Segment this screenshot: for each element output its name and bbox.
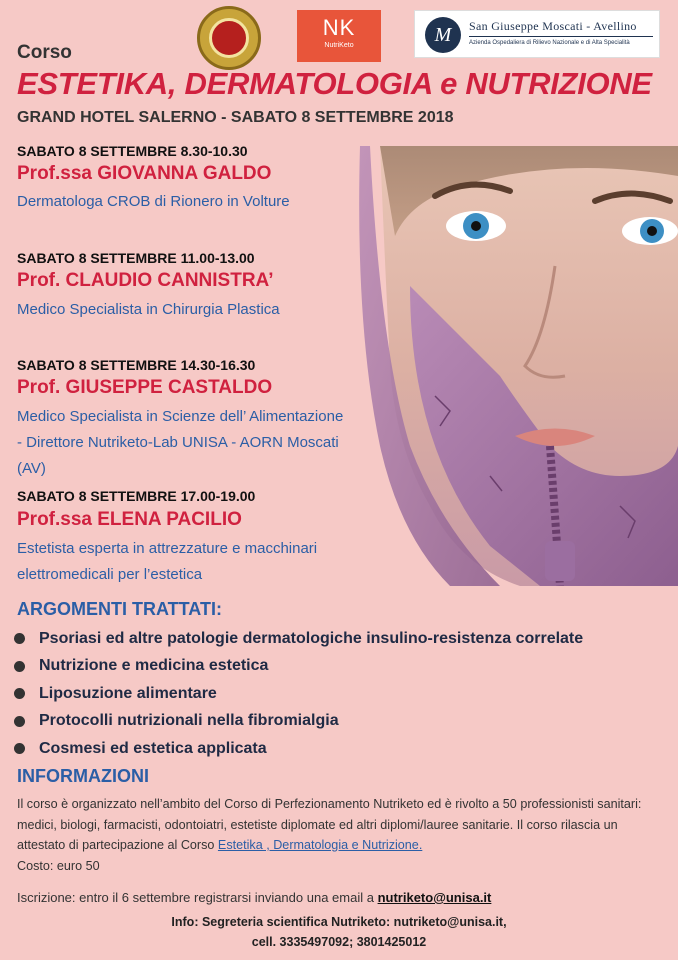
cost-text: Costo: euro 50	[17, 858, 100, 873]
registration-email-link[interactable]: nutriketo@unisa.it	[377, 890, 492, 905]
nk-logo-mark: NK	[322, 15, 356, 40]
info-text: Il corso è organizzato nell’ambito del Corso di Perfezionamento Nutriketo ed è rivolto a 50 professionisti sanitari: medici, biologi, farmacisti, odontoiatri, estetiste diplomate ed altri diplomi/lauree sanitarie. Il corso rilascia un attestato di partecipazione al Corso	[17, 797, 642, 852]
footer-contact: Info: Segreteria scientifica Nutriketo: nutriketo@unisa.it,	[171, 915, 507, 929]
page-title: ESTETIKA, DERMATOLOGIA e NUTRIZIONE	[17, 66, 652, 101]
info-heading: INFORMAZIONI	[17, 766, 149, 786]
bullet-icon	[14, 743, 25, 754]
university-seal-logo	[197, 6, 261, 70]
footer-phone: cell. 3335497092; 3801425012	[251, 935, 427, 949]
session-4-role: Estetista esperta in attrezzature e macchinari elettromedicali per l’estetica	[17, 540, 318, 583]
nutriketo-logo	[297, 10, 381, 62]
session-2-speaker: Prof. CLAUDIO CANNISTRA’	[17, 270, 274, 291]
list-item: Cosmesi ed estetica applicata	[14, 735, 583, 763]
session-3-speaker: Prof. GIUSEPPE CASTALDO	[17, 377, 273, 398]
topics-list	[14, 625, 583, 763]
session-2-role: Medico Specialista in Chirurgia Plastica	[17, 301, 280, 318]
topics-heading: ARGOMENTI TRATTATI:	[17, 599, 222, 619]
list-item: Nutrizione e medicina estetica	[14, 653, 583, 681]
session-4-speaker: Prof.ssa ELENA PACILIO	[17, 509, 242, 530]
course-link[interactable]: Estetika , Dermatologia e Nutrizione.	[217, 838, 423, 852]
event-subtitle: GRAND HOTEL SALERNO - SABATO 8 SETTEMBRE 2018	[17, 109, 454, 126]
hospital-desc: Azienda Ospedaliera di Rilievo Nazionale e di Alta Specialità	[469, 40, 630, 46]
nk-logo-sub: NutriKeto	[324, 42, 354, 49]
face-zipper-image	[340, 146, 678, 586]
session-1-time: SABATO 8 SETTEMBRE 8.30-10.30	[17, 143, 248, 159]
session-1-role: Dermatologa CROB di Rionero in Volture	[17, 193, 290, 210]
hospital-name: San Giuseppe Moscati - Avellino	[469, 19, 637, 33]
bullet-icon	[14, 661, 25, 672]
session-1-speaker: Prof.ssa GIOVANNA GALDO	[17, 163, 272, 184]
list-item: Psoriasi ed altre patologie dermatologiche insulino-resistenza correlate	[14, 625, 583, 653]
bullet-icon	[14, 688, 25, 699]
bullet-icon	[14, 633, 25, 644]
list-item: Liposuzione alimentare	[14, 680, 583, 708]
session-3-role: Medico Specialista in Scienze dell’ Alimentazione - Direttore Nutriketo-Lab UNISA - AORN Moscati (AV)	[17, 408, 344, 477]
bullet-icon	[14, 716, 25, 727]
session-4-time: SABATO 8 SETTEMBRE 17.00-19.00	[17, 488, 256, 504]
registration-text: Iscrizione: entro il 6 settembre registrarsi inviando una email a	[17, 890, 374, 905]
session-2-time: SABATO 8 SETTEMBRE 11.00-13.00	[17, 250, 255, 266]
session-3-time: SABATO 8 SETTEMBRE 14.30-16.30	[17, 357, 256, 373]
corso-label: Corso	[17, 42, 72, 63]
registration-line	[17, 890, 491, 905]
info-paragraph	[17, 794, 667, 876]
list-item: Protocolli nutrizionali nella fibromialgia	[14, 708, 583, 736]
hospital-emblem-icon: M	[425, 17, 461, 53]
hospital-logo	[414, 10, 660, 58]
